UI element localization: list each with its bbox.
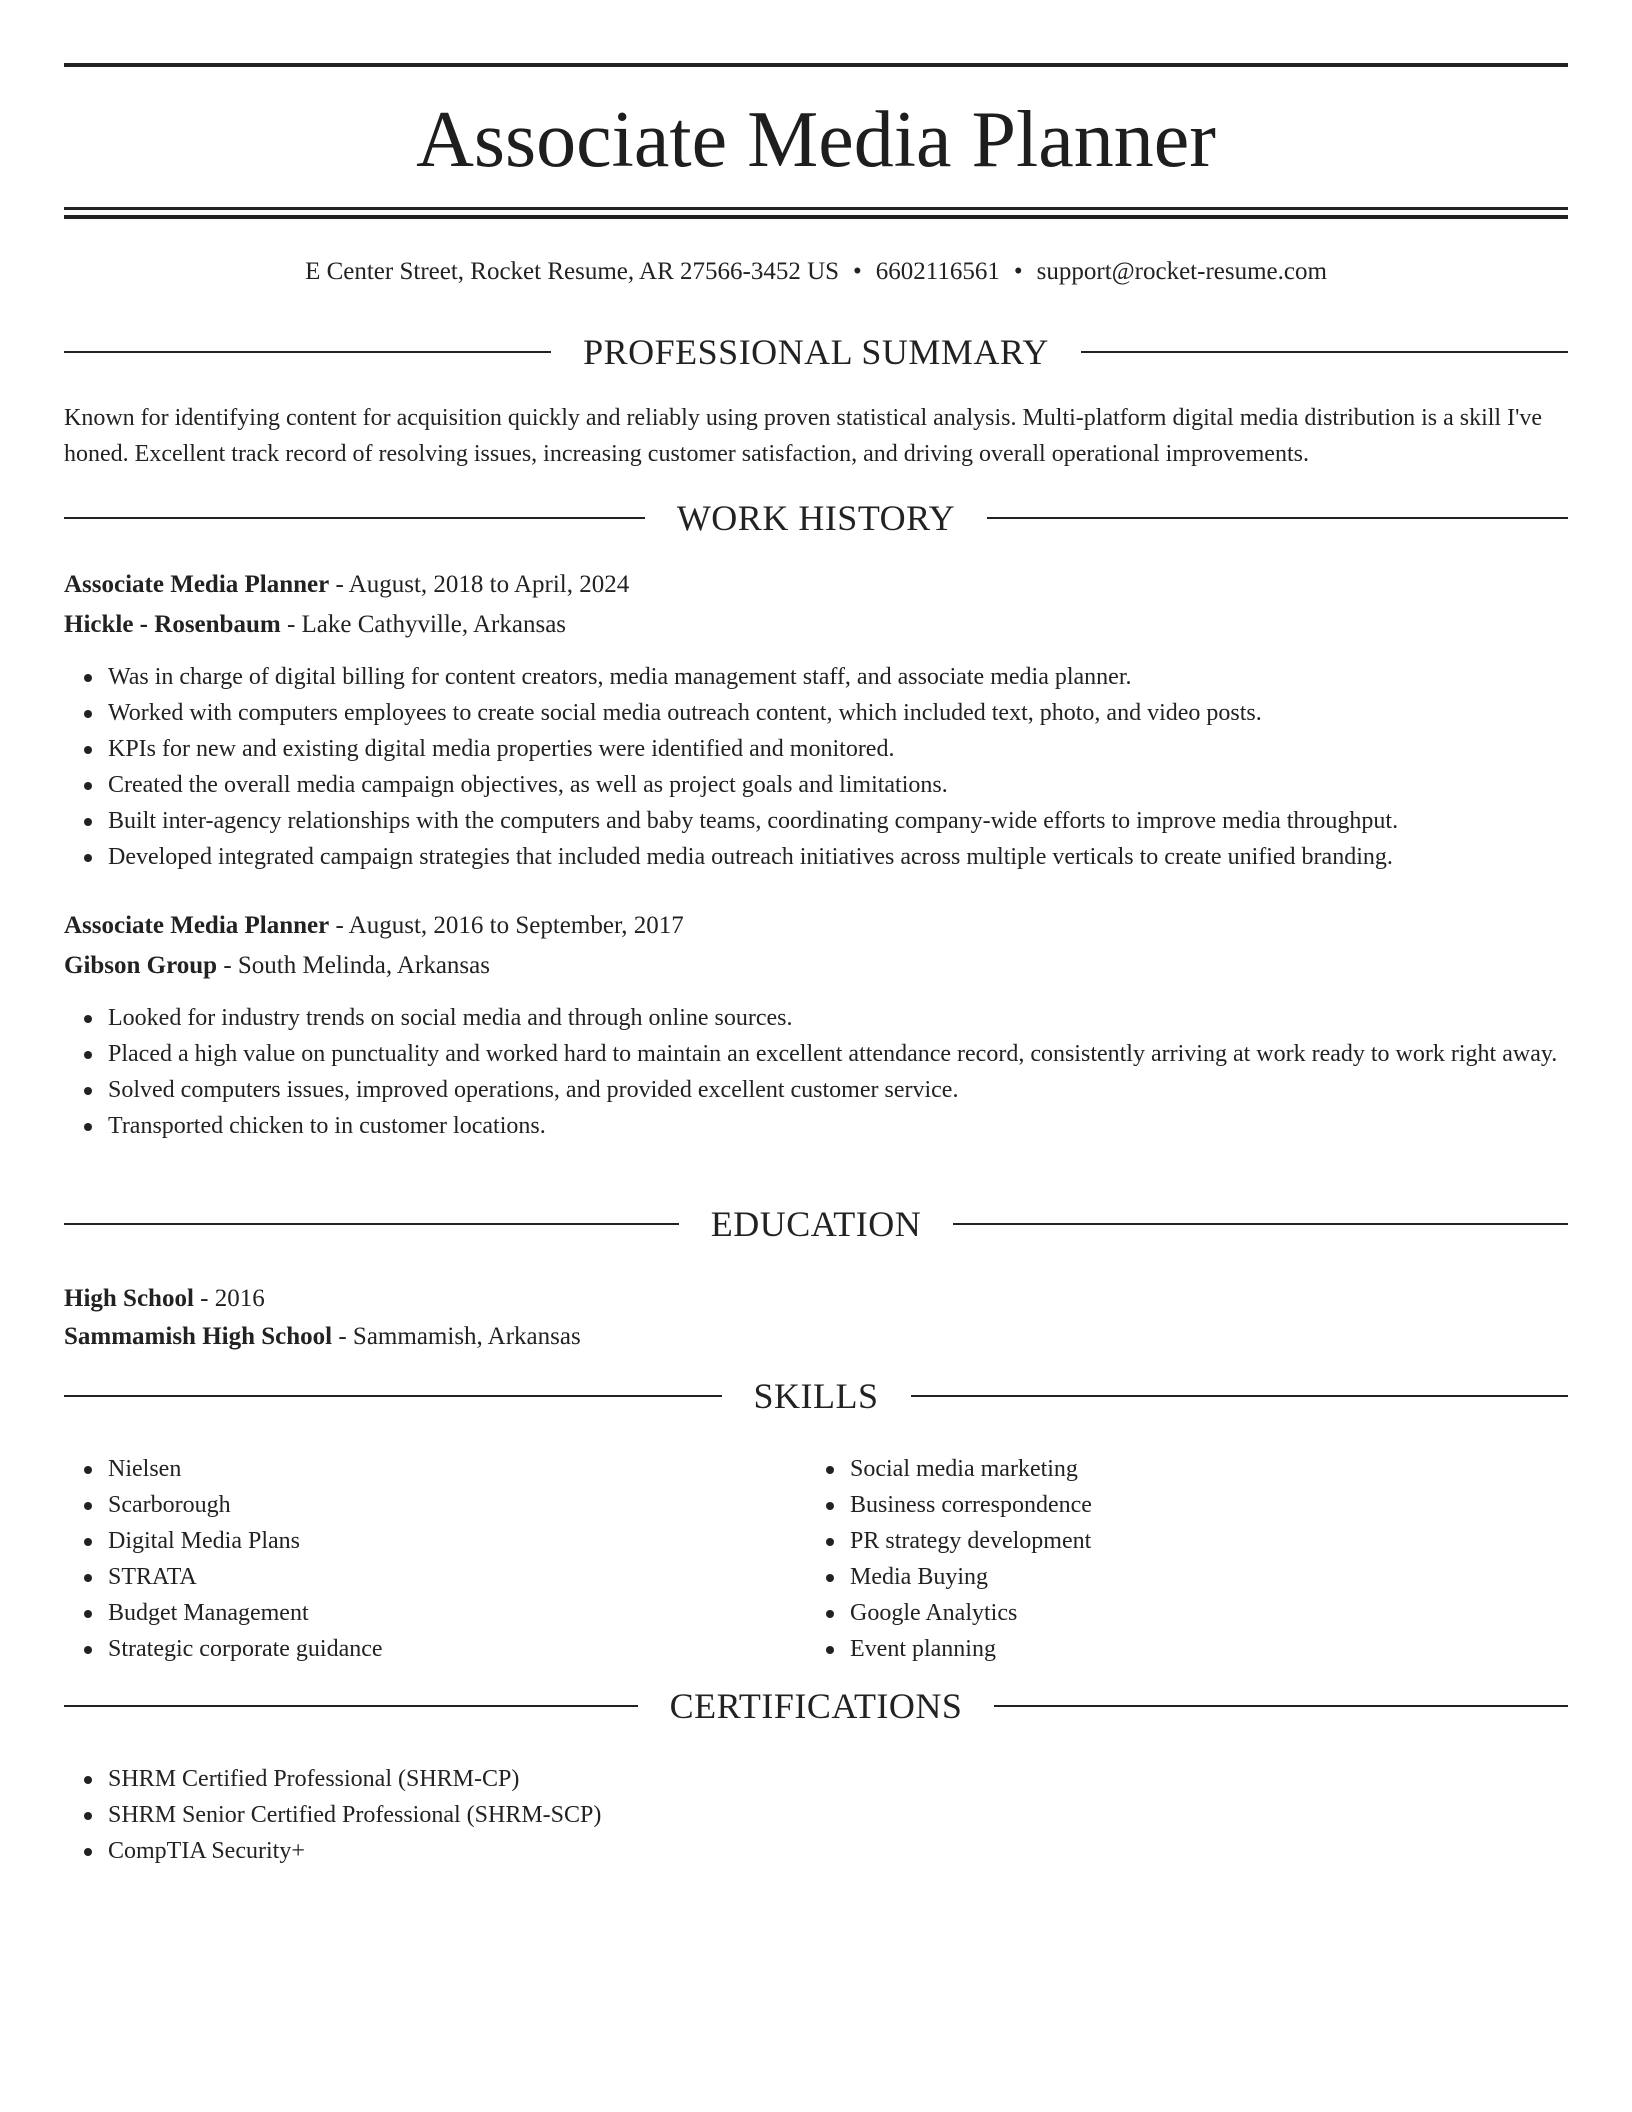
heading-label: PROFESSIONAL SUMMARY xyxy=(583,332,1049,372)
contact-separator: • xyxy=(1013,258,1023,285)
heading-label: SKILLS xyxy=(753,1376,879,1416)
job-company-line xyxy=(64,607,1568,643)
job-title: Associate Media Planner xyxy=(64,571,330,598)
heading-rule xyxy=(64,1223,679,1225)
job-title: Associate Media Planner xyxy=(64,912,330,939)
heading-label: WORK HISTORY xyxy=(676,498,956,538)
job-bullets xyxy=(108,1000,1568,1144)
list-item: Business correspondence xyxy=(850,1487,1632,1523)
title-rule-lower xyxy=(64,215,1568,219)
list-item: Media Buying xyxy=(850,1559,1632,1595)
section-heading-education xyxy=(64,1202,1568,1246)
list-item: Nielsen xyxy=(108,1451,1568,1487)
top-rule xyxy=(64,63,1568,67)
job-bullets xyxy=(108,659,1568,875)
list-item: Event planning xyxy=(850,1631,1632,1667)
list-item: Built inter-agency relationships with the computers and baby teams, coordinating company-wide efforts to improve media throughput. xyxy=(108,803,1568,839)
job-title-line xyxy=(64,908,1568,944)
resume-title: Associate Media Planner xyxy=(416,96,1216,184)
list-item: Worked with computers employees to create social media outreach content, which included text, photo, and video posts. xyxy=(108,695,1568,731)
title-rule-upper xyxy=(64,207,1568,210)
list-item: Budget Management xyxy=(108,1595,1568,1631)
job-location: - Lake Cathyville, Arkansas xyxy=(280,611,567,638)
list-item: Transported chicken to in customer locations. xyxy=(108,1108,1568,1144)
contact-separator: • xyxy=(853,258,862,285)
education-school: Sammamish High School xyxy=(64,1323,333,1350)
list-item: Created the overall media campaign objectives, as well as project goals and limitations. xyxy=(108,767,1568,803)
contact-email: support@rocket-resume.com xyxy=(1036,258,1327,285)
list-item: KPIs for new and existing digital media properties were identified and monitored. xyxy=(108,731,1568,767)
heading-label: CERTIFICATIONS xyxy=(669,1686,963,1726)
heading-rule xyxy=(911,1395,1569,1397)
list-item: Scarborough xyxy=(108,1487,1568,1523)
heading-rule xyxy=(994,1705,1568,1707)
section-heading-summary xyxy=(64,330,1568,374)
section-heading-certifications xyxy=(64,1684,1568,1728)
job-dates: - August, 2016 to September, 2017 xyxy=(329,912,684,939)
list-item: CompTIA Security+ xyxy=(108,1833,1568,1869)
section-heading-work-history xyxy=(64,496,1568,540)
list-item: PR strategy development xyxy=(850,1523,1632,1559)
job-company: Hickle - Rosenbaum xyxy=(64,611,281,638)
contact-line xyxy=(64,254,1568,290)
heading-rule xyxy=(64,351,551,353)
education-year: - 2016 xyxy=(193,1285,265,1312)
list-item: Digital Media Plans xyxy=(108,1523,1568,1559)
education-school-line xyxy=(64,1319,1568,1355)
heading-rule xyxy=(64,1395,722,1397)
list-item: Developed integrated campaign strategies that included media outreach initiatives across multiple verticals to create unified branding. xyxy=(108,839,1568,875)
heading-rule xyxy=(64,1705,638,1707)
heading-label: EDUCATION xyxy=(710,1204,922,1244)
job-title-line xyxy=(64,567,1568,603)
list-item: SHRM Certified Professional (SHRM-CP) xyxy=(108,1761,1568,1797)
education-degree-line xyxy=(64,1281,1568,1317)
job-company: Gibson Group xyxy=(64,952,218,979)
certifications-list xyxy=(108,1761,1568,1869)
list-item: Social media marketing xyxy=(850,1451,1632,1487)
job-company-line xyxy=(64,948,1568,984)
contact-phone: 6602116561 xyxy=(875,258,1000,285)
list-item: STRATA xyxy=(108,1559,1568,1595)
heading-rule xyxy=(953,1223,1568,1225)
summary-text: Known for identifying content for acquisition quickly and reliably using proven statistical analysis. Multi-platform digital media distribution is a skill I've honed. Excellent track record of resolving issues, increasing customer satisfaction, and driving overall operational improvements. xyxy=(64,405,1543,467)
list-item: Strategic corporate guidance xyxy=(108,1631,1568,1667)
job-location: - South Melinda, Arkansas xyxy=(217,952,490,979)
heading-rule xyxy=(64,517,645,519)
list-item: Looked for industry trends on social media and through online sources. xyxy=(108,1000,1568,1036)
job-dates: - August, 2018 to April, 2024 xyxy=(329,571,630,598)
list-item: Was in charge of digital billing for content creators, media management staff, and associate media planner. xyxy=(108,659,1568,695)
section-heading-skills xyxy=(64,1374,1568,1418)
list-item: Placed a high value on punctuality and worked hard to maintain an excellent attendance record, consistently arriving at work ready to work right away. xyxy=(108,1036,1568,1072)
list-item: Google Analytics xyxy=(850,1595,1632,1631)
list-item: SHRM Senior Certified Professional (SHRM-SCP) xyxy=(108,1797,1568,1833)
education-degree: High School xyxy=(64,1285,194,1312)
contact-address: E Center Street, Rocket Resume, AR 27566-3452 US xyxy=(305,258,840,285)
heading-rule xyxy=(1081,351,1568,353)
list-item: Solved computers issues, improved operations, and provided excellent customer service. xyxy=(108,1072,1568,1108)
skills-list-right xyxy=(850,1451,1632,1667)
heading-rule xyxy=(987,517,1568,519)
education-location: - Sammamish, Arkansas xyxy=(332,1323,581,1350)
